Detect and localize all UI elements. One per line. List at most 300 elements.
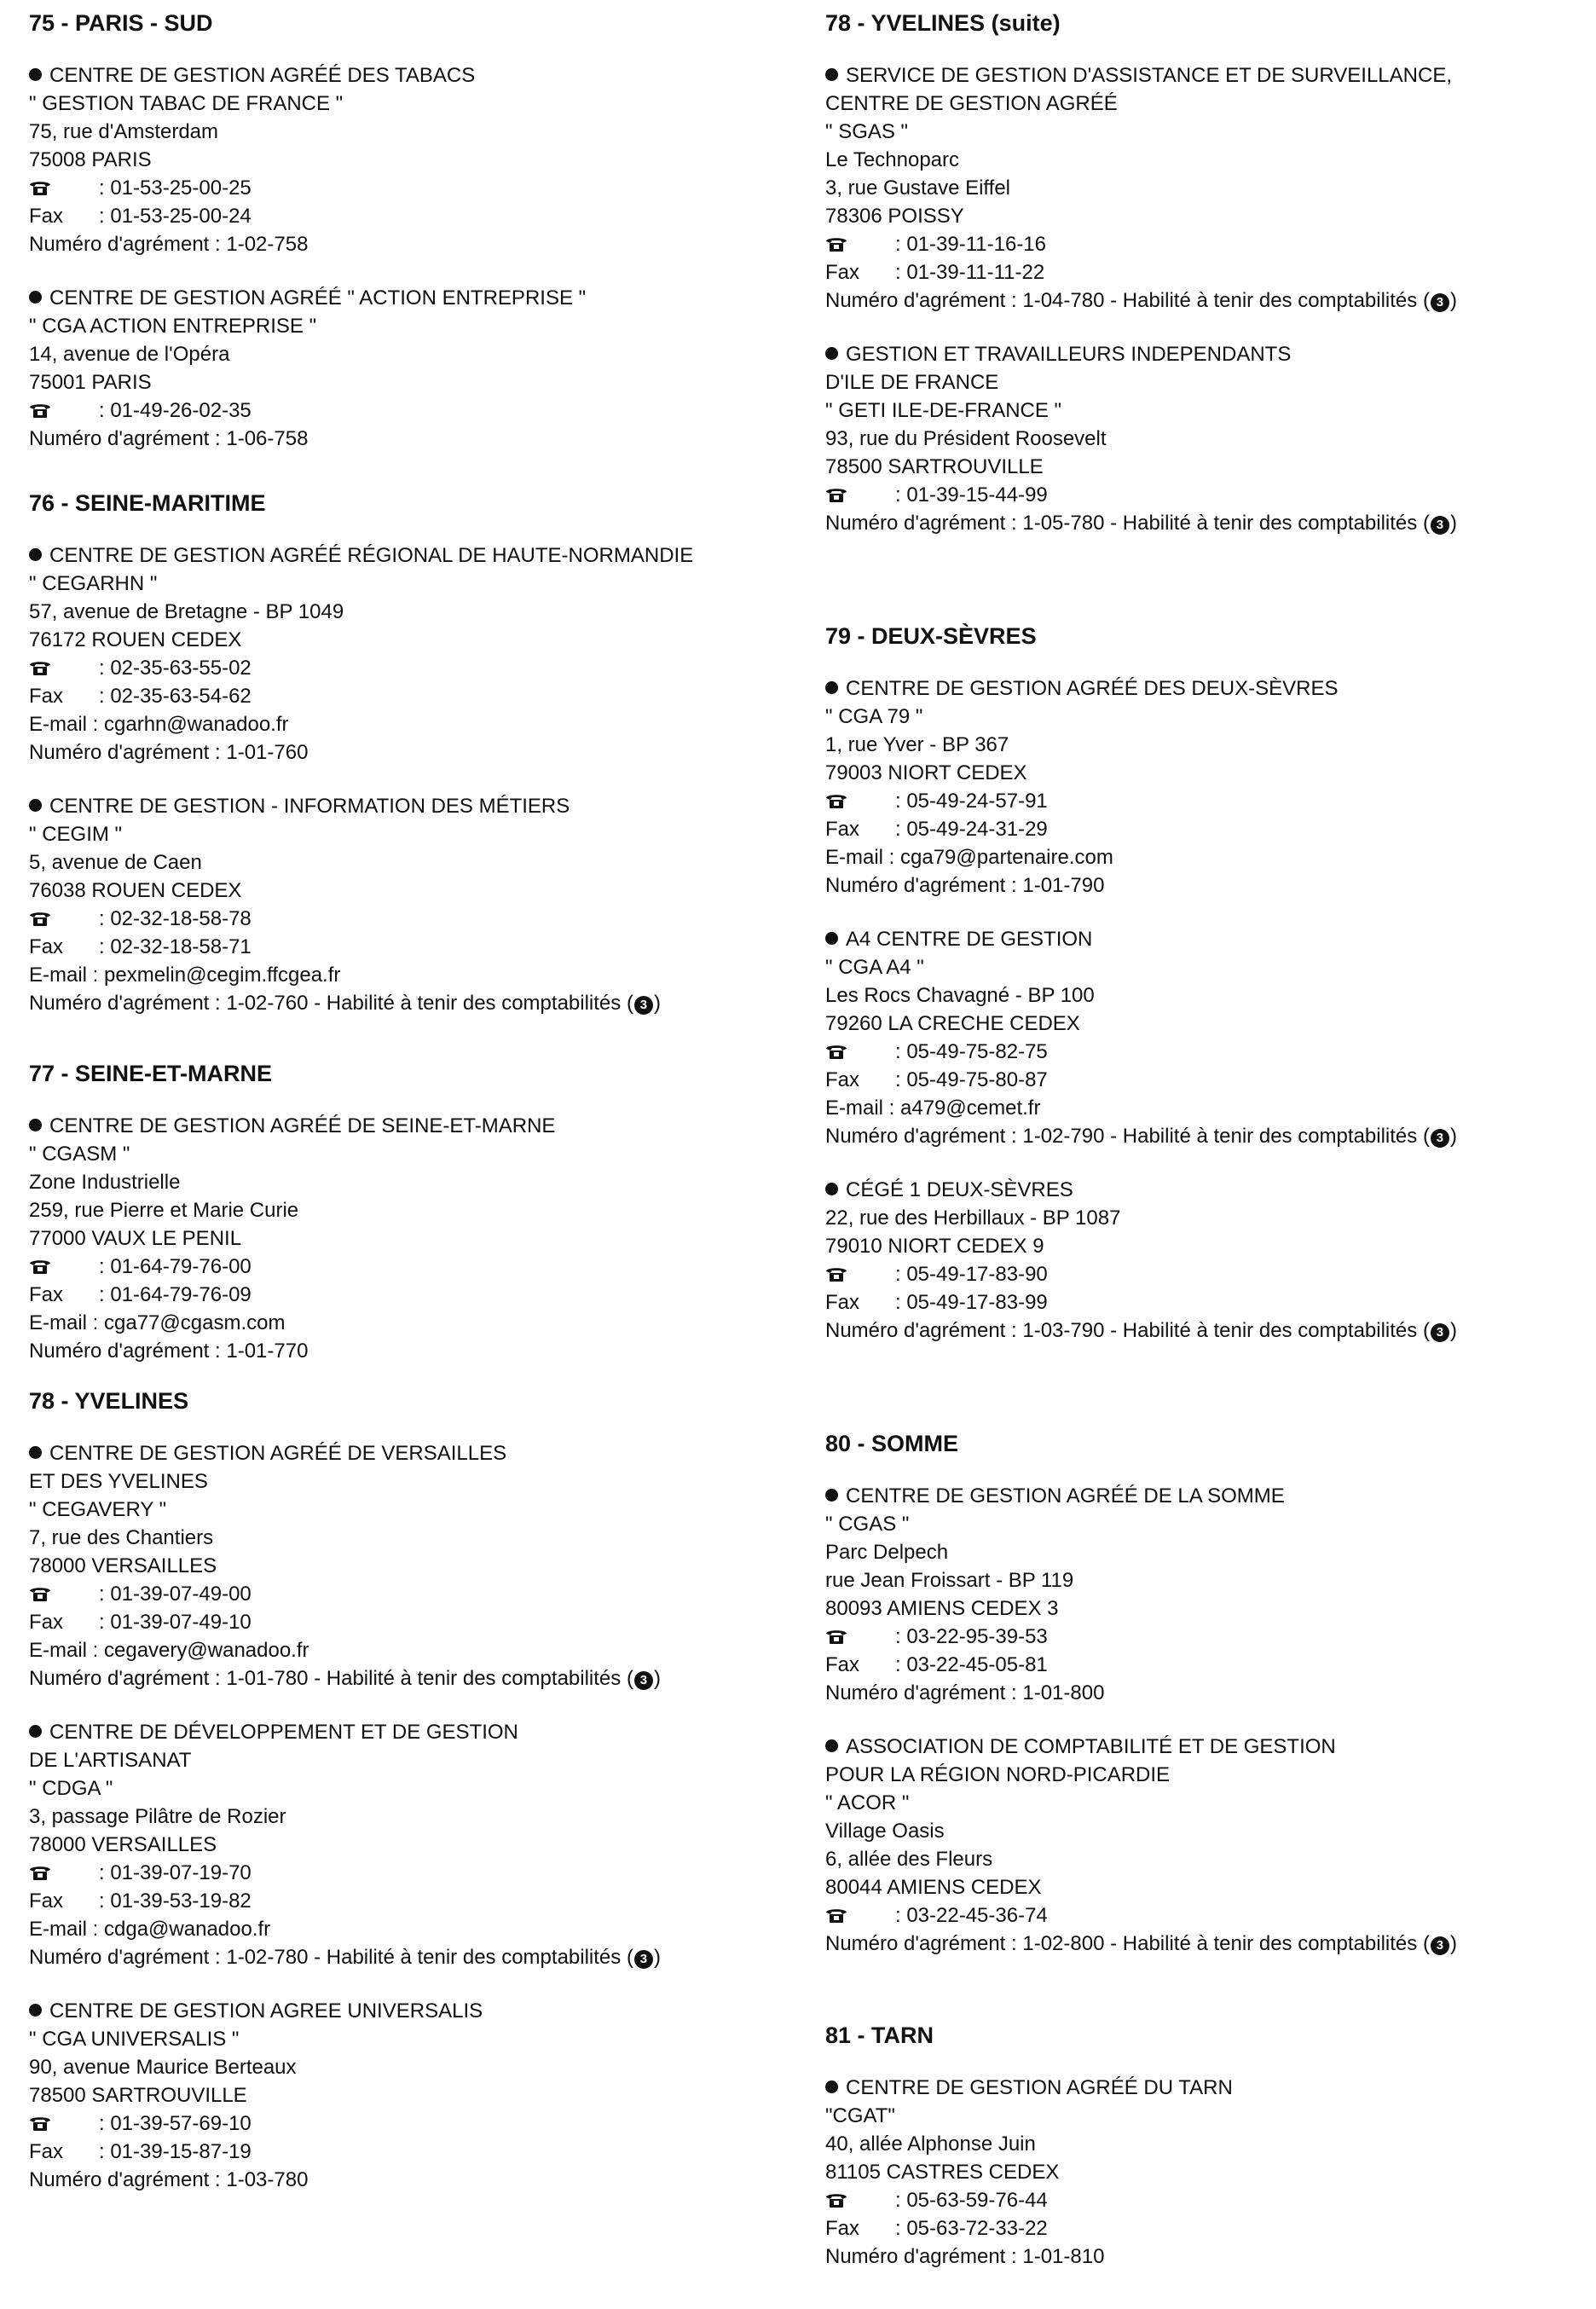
habilite-text: - Habilité à tenir des comptabilités (	[308, 1667, 633, 1690]
section-title: 79 - DEUX-SÈVRES	[825, 623, 1037, 649]
habilite-text: - Habilité à tenir des comptabilités (	[308, 1946, 633, 1969]
entry-agrement	[825, 1122, 1593, 1150]
entry-name: CENTRE DE GESTION AGRÉÉ DE SEINE-ET-MARNE	[49, 1114, 556, 1137]
email-address: pexmelin@cegim.ffcgea.fr	[104, 964, 341, 987]
entry-name: GESTION ET TRAVAILLEURS INDEPENDANTS	[846, 343, 1292, 366]
entry-address-line: 3, passage Pilâtre de Rozier	[29, 1805, 286, 1828]
telephone-icon-shape	[825, 1043, 847, 1060]
habilite-close: )	[1449, 1932, 1457, 1955]
entry-agrement	[29, 230, 796, 258]
section-title: 76 - SEINE-MARITIME	[29, 490, 266, 516]
fax-number: : 01-53-25-00-24	[99, 205, 252, 228]
entry-address-line: 5, avenue de Caen	[29, 851, 202, 874]
phone-number: : 02-32-18-58-78	[99, 907, 252, 930]
entry-address-line: 90, avenue Maurice Berteaux	[29, 2056, 297, 2079]
agrement-label: Numéro d'agrément :	[825, 874, 1023, 897]
entry-address-line: 14, avenue de l'Opéra	[29, 343, 230, 366]
entry-phone	[825, 787, 1593, 815]
entry-address-line: 76038 ROUEN CEDEX	[29, 879, 242, 902]
entry-list	[825, 2074, 1593, 2271]
entry-phone	[29, 654, 796, 682]
bullet-icon	[29, 2004, 42, 2017]
fax-number: : 05-49-75-80-87	[895, 1068, 1048, 1091]
agrement-label: Numéro d'agrément :	[29, 2168, 227, 2191]
entry-fax	[29, 202, 796, 230]
entry-name: CENTRE DE GESTION AGRÉÉ DU TARN	[846, 2076, 1233, 2099]
entry-address-line: 75, rue d'Amsterdam	[29, 120, 219, 143]
phone-number: : 01-39-07-49-00	[99, 1583, 252, 1606]
entry-list	[29, 61, 796, 453]
entry-address-line: Parc Delpech	[825, 1541, 949, 1564]
entry-phone	[29, 174, 796, 202]
entry-name-line	[825, 2074, 1593, 2102]
phone-number: : 01-64-79-76-00	[99, 1255, 252, 1278]
entry-email	[825, 843, 1593, 871]
entry-acronym: " CEGAVERY "	[29, 1498, 167, 1521]
entry-phone	[825, 481, 1593, 509]
phone-number: : 01-39-11-16-16	[895, 233, 1046, 256]
entry-name-line	[825, 925, 1593, 953]
directory-entry	[29, 1718, 796, 1971]
agrement-number: 1-02-780	[226, 1946, 309, 1969]
phone-number: : 01-39-15-44-99	[895, 483, 1048, 506]
entry-name: DE L'ARTISANAT	[29, 1749, 192, 1772]
phone-number: : 05-49-24-57-91	[895, 790, 1048, 813]
agrement-number: 1-02-800	[1022, 1932, 1105, 1955]
fax-number: : 03-22-45-05-81	[895, 1653, 1048, 1676]
entry-phone	[825, 1623, 1593, 1651]
directory-entry	[825, 1176, 1593, 1345]
agrement-label: Numéro d'agrément :	[825, 289, 1023, 312]
entry-fax	[29, 933, 796, 961]
fax-label: Fax	[825, 1291, 860, 1314]
entry-address-line: 78000 VERSAILLES	[29, 1554, 217, 1577]
telephone-icon	[825, 1901, 895, 1930]
entry-fax	[29, 1281, 796, 1309]
agrement-label: Numéro d'agrément :	[825, 1319, 1023, 1342]
fax-number: : 01-39-07-49-10	[99, 1611, 252, 1634]
entry-address-line: rue Jean Froissart - BP 119	[825, 1569, 1074, 1592]
directory-entry	[825, 925, 1593, 1150]
entry-address-line: 78306 POISSY	[825, 205, 964, 228]
entry-address-line: Les Rocs Chavagné - BP 100	[825, 984, 1095, 1007]
entry-name-line	[825, 1733, 1593, 1761]
habilite-mark-icon: 3	[1431, 516, 1449, 535]
entry-acronym: " CGA UNIVERSALIS "	[29, 2028, 240, 2051]
entry-name-line	[29, 541, 796, 570]
email-address: cgarhn@wanadoo.fr	[104, 713, 289, 736]
agrement-number: 1-02-790	[1022, 1125, 1105, 1148]
bullet-icon	[29, 1725, 42, 1738]
entry-name-line	[825, 340, 1593, 368]
entry-address-line: Village Oasis	[825, 1820, 945, 1843]
entry-address-line: 80093 AMIENS CEDEX 3	[825, 1597, 1059, 1620]
entry-list	[29, 1439, 796, 2194]
entry-name: CENTRE DE GESTION AGRÉÉ DES TABACS	[49, 64, 476, 87]
section-title: 80 - SOMME	[825, 1431, 959, 1456]
entry-name: CENTRE DE GESTION AGREE UNIVERSALIS	[49, 1999, 483, 2023]
entry-agrement	[29, 738, 796, 767]
habilite-mark-icon: 3	[634, 996, 653, 1015]
email-label: E-mail :	[825, 1097, 895, 1120]
telephone-icon	[29, 905, 99, 933]
directory-entry	[825, 1482, 1593, 1707]
telephone-icon-shape	[825, 792, 847, 809]
agrement-label: Numéro d'agrément :	[29, 1946, 227, 1969]
habilite-close: )	[1449, 1125, 1457, 1148]
directory-section	[825, 1429, 1593, 1983]
directory-entry	[825, 61, 1593, 315]
entry-acronym: " CEGARHN "	[29, 572, 158, 595]
habilite-text: - Habilité à tenir des comptabilités (	[1104, 1125, 1430, 1148]
fax-label: Fax	[29, 2140, 64, 2163]
telephone-icon	[29, 396, 99, 425]
entry-fax	[29, 682, 796, 710]
directory-entry	[29, 541, 796, 767]
entry-name: A4 CENTRE DE GESTION	[846, 928, 1093, 951]
telephone-icon	[29, 1253, 99, 1281]
entry-address-line: 57, avenue de Bretagne - BP 1049	[29, 600, 344, 623]
phone-number: : 03-22-95-39-53	[895, 1625, 1048, 1648]
agrement-label: Numéro d'agrément :	[825, 2245, 1023, 2268]
directory-section	[29, 1059, 796, 1391]
email-label: E-mail :	[29, 1918, 99, 1941]
habilite-close: )	[1449, 1319, 1457, 1342]
habilite-text: - Habilité à tenir des comptabilités (	[1104, 1932, 1430, 1955]
section-title: 81 - TARN	[825, 2023, 934, 2048]
directory-entry	[29, 1112, 796, 1365]
entry-fax	[825, 815, 1593, 843]
bullet-icon	[825, 347, 838, 360]
entry-name-line	[825, 1761, 1593, 1789]
telephone-icon-shape	[29, 910, 51, 927]
agrement-label: Numéro d'agrément :	[29, 992, 227, 1015]
agrement-number: 1-03-790	[1022, 1319, 1105, 1342]
entry-address-line: 75001 PARIS	[29, 371, 152, 394]
entry-address-line: 3, rue Gustave Eiffel	[825, 177, 1011, 200]
agrement-label: Numéro d'agrément :	[29, 1340, 227, 1363]
habilite-close: )	[653, 1667, 661, 1690]
agrement-number: 1-01-790	[1022, 874, 1105, 897]
habilite-mark-icon: 3	[1431, 293, 1449, 312]
phone-number: : 01-49-26-02-35	[99, 399, 252, 422]
entry-fax	[29, 1608, 796, 1636]
entry-list	[29, 541, 796, 1017]
fax-label: Fax	[29, 1611, 64, 1634]
telephone-icon-shape	[825, 235, 847, 252]
email-label: E-mail :	[825, 846, 895, 869]
entry-agrement	[825, 1317, 1593, 1345]
fax-label: Fax	[29, 685, 64, 708]
entry-acronym: " CDGA "	[29, 1777, 113, 1800]
entry-name: ASSOCIATION DE COMPTABILITÉ ET DE GESTION	[846, 1735, 1336, 1758]
section-title: 78 - YVELINES (suite)	[825, 10, 1061, 36]
entry-agrement	[825, 509, 1593, 537]
agrement-label: Numéro d'agrément :	[825, 1681, 1023, 1704]
entry-name: D'ILE DE FRANCE	[825, 371, 999, 394]
fax-label: Fax	[29, 935, 64, 958]
directory-entry	[29, 61, 796, 258]
telephone-icon-shape	[29, 402, 51, 419]
directory-entry	[29, 284, 796, 453]
entry-acronym: " CGA ACTION ENTREPRISE "	[29, 315, 317, 338]
entry-name: SERVICE DE GESTION D'ASSISTANCE ET DE SURVEILLANCE,	[846, 64, 1452, 87]
fax-label: Fax	[825, 1068, 860, 1091]
phone-number: : 03-22-45-36-74	[895, 1904, 1048, 1927]
entry-address-line: Zone Industrielle	[29, 1171, 181, 1194]
entry-fax	[29, 2138, 796, 2166]
agrement-label: Numéro d'agrément :	[29, 233, 227, 256]
entry-fax	[825, 258, 1593, 286]
entry-address-line: 77000 VAUX LE PENIL	[29, 1227, 242, 1250]
entry-name: CENTRE DE GESTION AGRÉÉ DE LA SOMME	[846, 1484, 1285, 1508]
entry-address-line: 79003 NIORT CEDEX	[825, 761, 1027, 784]
entry-list	[825, 1482, 1593, 1958]
fax-label: Fax	[29, 1889, 64, 1913]
directory-section	[29, 1386, 796, 2219]
telephone-icon-shape	[29, 179, 51, 196]
entry-name: CENTRE DE GESTION AGRÉÉ RÉGIONAL DE HAUTE-NORMANDIE	[49, 544, 694, 567]
telephone-icon	[29, 174, 99, 202]
agrement-number: 1-05-780	[1022, 512, 1105, 535]
entry-phone	[29, 1859, 796, 1887]
entry-address-line: 78500 SARTROUVILLE	[29, 2084, 247, 2107]
entry-name-line	[29, 284, 796, 312]
bullet-icon	[825, 1739, 838, 1752]
bullet-icon	[29, 1446, 42, 1459]
entry-email	[29, 710, 796, 738]
entry-address-line: 1, rue Yver - BP 367	[825, 733, 1009, 756]
entry-list	[825, 61, 1593, 537]
entry-name-line	[825, 1482, 1593, 1510]
telephone-icon	[825, 1260, 895, 1288]
entry-acronym: " CEGIM "	[29, 823, 123, 846]
entry-fax	[825, 1651, 1593, 1679]
telephone-icon	[29, 2109, 99, 2138]
email-label: E-mail :	[29, 713, 99, 736]
telephone-icon	[825, 230, 895, 258]
telephone-icon-shape	[29, 1585, 51, 1602]
section-title: 78 - YVELINES	[29, 1388, 189, 1414]
habilite-mark-icon: 3	[1431, 1323, 1449, 1342]
email-label: E-mail :	[29, 1311, 99, 1334]
bullet-icon	[29, 291, 42, 304]
entry-name-line	[29, 61, 796, 90]
entry-fax	[825, 2214, 1593, 2242]
directory-section	[825, 2021, 1593, 2296]
directory-entry	[825, 1733, 1593, 1958]
fax-number: : 01-64-79-76-09	[99, 1283, 252, 1306]
entry-address-line: 6, allée des Fleurs	[825, 1848, 993, 1871]
entry-name: CENTRE DE GESTION AGRÉÉ DES DEUX-SÈVRES	[846, 677, 1339, 700]
directory-entry	[29, 1439, 796, 1693]
fax-number: : 05-49-24-31-29	[895, 818, 1048, 841]
entry-phone	[825, 2186, 1593, 2214]
telephone-icon-shape	[29, 2115, 51, 2132]
habilite-mark-icon: 3	[1431, 1936, 1449, 1955]
habilite-close: )	[1449, 289, 1457, 312]
entry-name-line	[825, 90, 1593, 118]
entry-name: CÉGÉ 1 DEUX-SÈVRES	[846, 1178, 1073, 1201]
entry-agrement	[825, 871, 1593, 900]
entry-name-line	[29, 792, 796, 820]
entry-acronym: " CGA 79 "	[825, 705, 923, 728]
entry-address-line: 93, rue du Président Roosevelt	[825, 427, 1107, 450]
entry-name: ET DES YVELINES	[29, 1470, 208, 1493]
entry-phone	[29, 2109, 796, 2138]
email-address: a479@cemet.fr	[900, 1097, 1041, 1120]
entry-address-line: 76172 ROUEN CEDEX	[29, 628, 242, 651]
entry-email	[29, 1915, 796, 1943]
directory-entry	[29, 792, 796, 1017]
fax-label: Fax	[825, 818, 860, 841]
agrement-number: 1-02-758	[226, 233, 309, 256]
section-title: 75 - PARIS - SUD	[29, 10, 213, 36]
email-address: cegavery@wanadoo.fr	[104, 1639, 309, 1662]
habilite-close: )	[653, 1946, 661, 1969]
habilite-text: - Habilité à tenir des comptabilités (	[1104, 512, 1430, 535]
entry-name-line	[29, 1112, 796, 1140]
entry-agrement	[825, 286, 1593, 315]
phone-number: : 01-53-25-00-25	[99, 177, 252, 200]
entry-address-line: 79010 NIORT CEDEX 9	[825, 1235, 1044, 1258]
telephone-icon-shape	[29, 1864, 51, 1881]
email-address: cga77@cgasm.com	[104, 1311, 286, 1334]
entry-email	[29, 1636, 796, 1664]
entry-address-line: 79260 LA CRECHE CEDEX	[825, 1012, 1080, 1035]
entry-acronym: " CGASM "	[29, 1143, 130, 1166]
entry-address-line: 78500 SARTROUVILLE	[825, 455, 1044, 478]
fax-label: Fax	[29, 205, 64, 228]
entry-address-line: 259, rue Pierre et Marie Curie	[29, 1199, 299, 1222]
entry-agrement	[825, 2242, 1593, 2271]
email-address: cga79@partenaire.com	[900, 846, 1113, 869]
entry-fax	[825, 1066, 1593, 1094]
agrement-label: Numéro d'agrément :	[29, 1667, 227, 1690]
bullet-icon	[825, 2080, 838, 2093]
telephone-icon	[825, 481, 895, 509]
telephone-icon-shape	[825, 1628, 847, 1645]
entry-acronym: " GESTION TABAC DE FRANCE "	[29, 92, 344, 115]
entry-email	[29, 961, 796, 989]
telephone-icon-shape	[825, 486, 847, 503]
entry-phone	[825, 1260, 1593, 1288]
bullet-icon	[29, 548, 42, 561]
bullet-icon	[29, 1119, 42, 1131]
entry-agrement	[29, 2166, 796, 2194]
fax-label: Fax	[825, 261, 860, 284]
entry-agrement	[825, 1930, 1593, 1958]
entry-fax	[825, 1288, 1593, 1317]
agrement-label: Numéro d'agrément :	[825, 512, 1023, 535]
entry-address-line: 7, rue des Chantiers	[29, 1526, 214, 1549]
entry-address-line: 80044 AMIENS CEDEX	[825, 1876, 1042, 1899]
fax-number: : 05-63-72-33-22	[895, 2217, 1048, 2240]
entry-name-line	[29, 1439, 796, 1467]
habilite-mark-icon: 3	[634, 1671, 653, 1690]
habilite-text: - Habilité à tenir des comptabilités (	[308, 992, 633, 1015]
phone-number: : 02-35-63-55-02	[99, 657, 252, 680]
entry-agrement	[825, 1679, 1593, 1707]
entry-acronym: " ACOR "	[825, 1791, 910, 1814]
entry-name-line	[29, 1746, 796, 1774]
agrement-number: 1-01-800	[1022, 1681, 1105, 1704]
agrement-number: 1-03-780	[226, 2168, 309, 2191]
entry-acronym: "CGAT"	[825, 2104, 895, 2127]
habilite-close: )	[1449, 512, 1457, 535]
telephone-icon-shape	[825, 1265, 847, 1282]
bullet-icon	[825, 681, 838, 694]
directory-section	[29, 9, 796, 478]
telephone-icon-shape	[29, 659, 51, 676]
fax-number: : 02-32-18-58-71	[99, 935, 252, 958]
habilite-close: )	[653, 992, 661, 1015]
telephone-icon	[29, 1580, 99, 1608]
entry-agrement	[29, 1943, 796, 1971]
habilite-text: - Habilité à tenir des comptabilités (	[1104, 1319, 1430, 1342]
entry-name-line	[825, 674, 1593, 703]
agrement-number: 1-01-780	[226, 1667, 309, 1690]
entry-phone	[825, 1901, 1593, 1930]
entry-address-line: Le Technoparc	[825, 148, 960, 171]
entry-email	[825, 1094, 1593, 1122]
directory-entry	[825, 2074, 1593, 2271]
entry-agrement	[29, 1664, 796, 1693]
email-address: cdga@wanadoo.fr	[104, 1918, 271, 1941]
entry-name: CENTRE DE GESTION AGRÉÉ " ACTION ENTREPRISE "	[49, 286, 587, 310]
telephone-icon-shape	[825, 2191, 847, 2208]
entry-phone	[29, 396, 796, 425]
bullet-icon	[825, 68, 838, 81]
agrement-number: 1-01-810	[1022, 2245, 1105, 2268]
bullet-icon	[825, 1183, 838, 1195]
telephone-icon	[825, 2186, 895, 2214]
telephone-icon-shape	[29, 1258, 51, 1275]
fax-number: : 05-49-17-83-99	[895, 1291, 1048, 1314]
agrement-number: 1-04-780	[1022, 289, 1105, 312]
email-label: E-mail :	[29, 964, 99, 987]
entry-acronym: " SGAS "	[825, 120, 909, 143]
entry-name: POUR LA RÉGION NORD-PICARDIE	[825, 1763, 1171, 1786]
fax-number: : 01-39-11-11-22	[895, 261, 1045, 284]
telephone-icon	[29, 654, 99, 682]
entry-list	[29, 1112, 796, 1365]
agrement-number: 1-02-760	[226, 992, 309, 1015]
telephone-icon	[825, 787, 895, 815]
entry-phone	[825, 230, 1593, 258]
entry-acronym: " CGA A4 "	[825, 956, 924, 979]
bullet-icon	[29, 799, 42, 812]
entry-name-line	[825, 1176, 1593, 1204]
fax-number: : 01-39-15-87-19	[99, 2140, 252, 2163]
telephone-icon	[825, 1038, 895, 1066]
agrement-number: 1-01-770	[226, 1340, 309, 1363]
fax-label: Fax	[825, 1653, 860, 1676]
agrement-number: 1-01-760	[226, 741, 309, 764]
phone-number: : 01-39-07-19-70	[99, 1861, 252, 1884]
entry-address-line: 75008 PARIS	[29, 148, 152, 171]
phone-number: : 05-49-75-82-75	[895, 1040, 1048, 1063]
entry-address-line: 40, allée Alphonse Juin	[825, 2132, 1036, 2156]
agrement-label: Numéro d'agrément :	[825, 1125, 1023, 1148]
habilite-mark-icon: 3	[634, 1950, 653, 1969]
entry-phone	[29, 1580, 796, 1608]
agrement-label: Numéro d'agrément :	[29, 741, 227, 764]
agrement-label: Numéro d'agrément :	[825, 1932, 1023, 1955]
section-title: 77 - SEINE-ET-MARNE	[29, 1061, 273, 1086]
habilite-text: - Habilité à tenir des comptabilités (	[1104, 289, 1430, 312]
entry-acronym: " GETI ILE-DE-FRANCE "	[825, 399, 1062, 422]
